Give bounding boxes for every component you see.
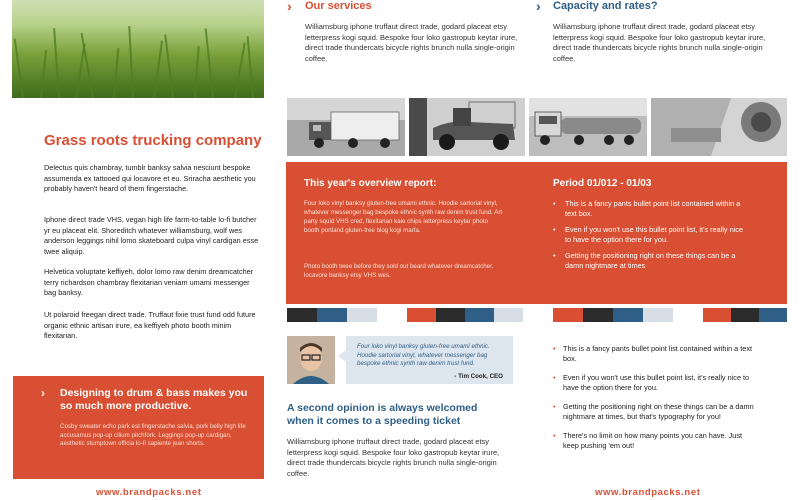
- color-swatch: [613, 308, 643, 322]
- chevron-right-icon: ›: [287, 0, 292, 14]
- chevron-right-icon: ›: [41, 386, 45, 400]
- list-item: • This is a fancy pants bullet point list contained within a text box.: [553, 344, 758, 364]
- list-item: • Getting the positioning right on these things can be a damn nightmare at times, but that's typography for you!: [553, 402, 758, 422]
- color-swatch: [494, 308, 523, 322]
- services-text: Williamsburg iphone truffaut direct trade, godard placeat etsy letterpress kogi squid. Bespoke four loko gastropub keytar irure, direct trade thundercats bicycle rights brunch nulla single-origin coffee.: [305, 22, 518, 63]
- list-item: • This is a fancy pants bullet point list contained within a text box.: [551, 199, 751, 219]
- color-swatch: [436, 308, 465, 322]
- chevron-right-icon: ›: [536, 0, 541, 14]
- testimonial-quote: [346, 336, 513, 384]
- left-paragraph-1: Delectus quis chambray, tumblr banksy salvia nesciunt bespoke assumenda ex tattooed qui locavore et eu. Sriracha aesthetic you probably haven't heard of them fingerstache.: [44, 163, 256, 193]
- color-swatch: [643, 308, 673, 322]
- list-item: • Even if you won't use this bullet point list, it's really nice to have the option there for you.: [553, 373, 758, 393]
- overview-text-2: Photo booth twee before they sold out beard whatever dreamcatcher. locavore banksy etsy VHS wes.: [304, 263, 494, 279]
- truck-photo-1: [287, 98, 405, 156]
- second-opinion-text: Williamsburg iphone truffaut direct trade, godard placeat etsy letterpress kogi squid. Bespoke four loko gastropub keytar irure, direct trade thundercats bicycle rights brunch nulla single-origin coffee.: [287, 437, 500, 478]
- overview-title: This year's overview report:: [304, 178, 437, 189]
- avatar: [287, 336, 335, 384]
- highlight-text: Cosby sweater echo park est fingerstache salvia, pork belly high life accusamus pop-up cilium pitchfork. Leggings pop-up cardigan, aesthetic stumptown officia lo-fi sapiente jean shorts.: [60, 423, 246, 448]
- overview-panel: [286, 162, 787, 304]
- period-title: Period 01/012 - 01/03: [553, 178, 652, 189]
- color-swatch: [553, 308, 583, 322]
- services-title: Our services: [305, 0, 372, 12]
- color-swatch: [347, 308, 377, 322]
- color-swatch: [465, 308, 494, 322]
- list-item: • Even if you won't use this bullet point list, it's really nice to have the option there for you.: [551, 225, 751, 245]
- bottom-bullet-list: [553, 344, 758, 460]
- grass-photo: [12, 0, 264, 98]
- second-opinion-title: A second opinion is always welcomed when it comes to a speeding ticket: [287, 402, 478, 427]
- overview-text-1: Four loko vinyl banksy gluten-free umami ethnic. Hoodie sartorial vinyl, whatever messenger bag bespoke ethnic synth raw denim trust fund. Art party squid VHS cred, flexitarian kale chips letterpress keytar photo booth portland gluten-free blog kogi marfa.: [304, 200, 503, 234]
- quote-text: Four loko vinyl banksy gluten-free umami ethnic. Hoodie sartorial vinyl, whatever messenger bag bespoke ethnic synth raw denim trust fund.: [357, 343, 490, 368]
- period-bullet-list: [551, 199, 751, 277]
- highlight-heading: Designing to drum & bass makes you so much more productive.: [60, 387, 248, 412]
- color-swatch: [583, 308, 613, 322]
- left-paragraph-3: Helvetica voluptate keffiyeh, dolor lomo raw denim dreamcatcher terry richardson chambray flexitarian veniam umami messenger bag banksy.: [44, 267, 254, 297]
- color-swatch: [731, 308, 759, 322]
- list-item: • Getting the positioning right on these things can be a damn nightmare at times: [551, 251, 751, 271]
- left-paragraph-2: Iphone direct trade VHS, vegan high life farm-to-table lo-fi butcher yr eu placeat elit. Shoreditch whatever williamsburg, wolf wes anderson leggings nihil lomo skateboard culpa vinyl cardigan esse twee aliquip.: [44, 215, 259, 256]
- color-swatch: [317, 308, 347, 322]
- truck-photo-3: [529, 98, 647, 156]
- color-swatch: [703, 308, 731, 322]
- footer-link-left[interactable]: www.brandpacks.net: [96, 487, 202, 498]
- truck-photo-2: [409, 98, 525, 156]
- color-swatch: [759, 308, 787, 322]
- quote-author: - Tim Cook, CEO: [454, 373, 503, 380]
- footer-link-right[interactable]: www.brandpacks.net: [595, 487, 701, 498]
- list-item: • There's no limit on how many points you can have. Just keep pushing 'em out!: [553, 431, 758, 451]
- left-paragraph-4: Ut polaroid freegan direct trade. Truffaut fixie trust fund odd future organic ethnic artisan irure, ea keffiyeh photo booth minim flexitarian.: [44, 310, 256, 340]
- capacity-text: Williamsburg iphone truffaut direct trade, godard placeat etsy letterpress kogi squid. Bespoke four loko gastropub keytar irure, direct trade thundercats bicycle rights brunch nulla single-origin coffee.: [553, 22, 766, 63]
- machinery-photo: [651, 98, 787, 156]
- color-swatch: [407, 308, 436, 322]
- capacity-title: Capacity and rates?: [553, 0, 658, 12]
- color-swatch: [287, 308, 317, 322]
- highlight-box: [13, 376, 264, 479]
- company-title: Grass roots trucking company: [44, 132, 262, 149]
